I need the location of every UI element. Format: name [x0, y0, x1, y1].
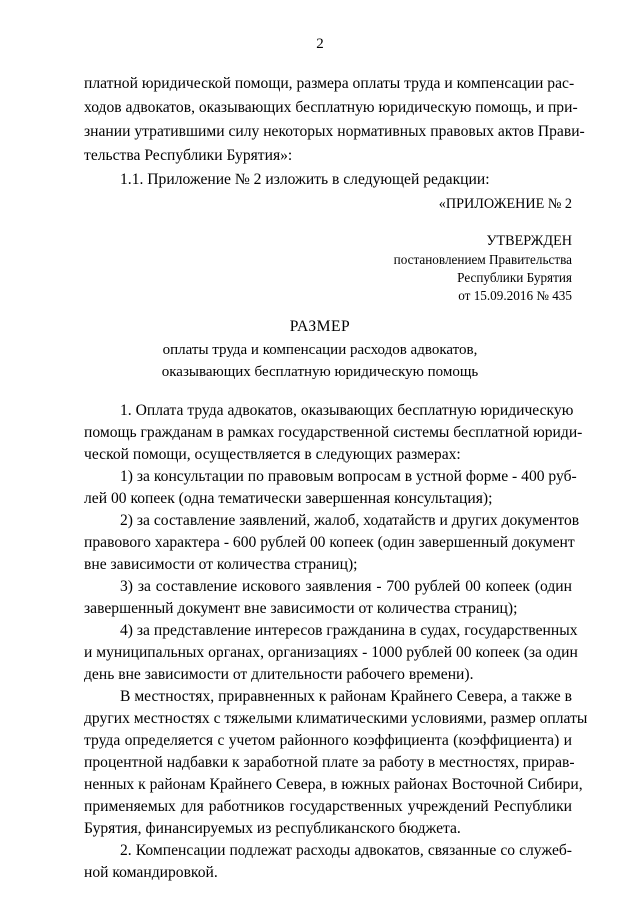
paragraph-line: труда определяется с учетом районного коэффициента (коэффициента) и — [84, 732, 572, 749]
document-title: РАЗМЕР — [289, 318, 351, 335]
intro-line: тельства Республики Бурятия»: — [84, 147, 293, 164]
decree-line: от 15.09.2016 № 435 — [458, 288, 572, 303]
intro-instruction: 1.1. Приложение № 2 изложить в следующей редакции: — [120, 171, 490, 188]
paragraph-line: Бурятия, финансируемых из республиканского бюджета. — [84, 820, 461, 837]
intro-line: знании утратившими силу некоторых нормативных правовых актов Прави- — [84, 123, 585, 140]
paragraph-line: помощь гражданам в рамках государственной системы бесплатной юриди- — [84, 424, 583, 441]
list-item-line: вне зависимости от количества страниц); — [84, 556, 358, 573]
list-item-line: 4) за представление интересов гражданина в судах, государственных — [120, 622, 578, 639]
list-item-line: завершенный документ вне зависимости от количества страниц); — [84, 600, 518, 617]
document-subtitle: оплаты труда и компенсации расходов адвокатов, — [162, 342, 478, 358]
decree-line: Республики Бурятия — [457, 270, 572, 285]
intro-line: ходов адвокатов, оказывающих бесплатную юридическую помощь, и при- — [84, 99, 578, 116]
paragraph-line: В местностях, приравненных к районам Крайнего Севера, а также в — [120, 688, 572, 705]
list-item-line: день вне зависимости от длительности рабочего времени). — [84, 666, 474, 683]
paragraph-line: ненных к районам Крайнего Севера, в южных районах Восточной Сибири, — [84, 776, 583, 793]
paragraph-line: других местностях с тяжелыми климатическими условиями, размер оплаты — [84, 710, 588, 727]
document-subtitle: оказывающих бесплатную юридическую помощь — [161, 364, 479, 380]
approved-label: УТВЕРЖДЕН — [486, 233, 572, 249]
paragraph-line: ческой помощи, осуществляется в следующих размерах: — [84, 446, 461, 463]
paragraph-line: процентной надбавки к заработной плате за работу в местностях, прирав- — [84, 754, 575, 771]
appendix-label: «ПРИЛОЖЕНИЕ № 2 — [438, 196, 572, 212]
list-item-line: правового характера - 600 рублей 00 копеек (один завершенный документ — [84, 534, 575, 551]
list-item-line: 2) за составление заявлений, жалоб, ходатайств и других документов — [120, 512, 580, 529]
list-item-line: и муниципальных органах, организациях - 1000 рублей 00 копеек (за один — [84, 644, 578, 661]
paragraph-line: применяемых для работников государственных учреждений Республики — [84, 798, 572, 815]
list-item-line: 1) за консультации по правовым вопросам в устной форме - 400 руб- — [120, 468, 577, 485]
decree-line: постановлением Правительства — [393, 252, 572, 267]
list-item-line: 3) за составление искового заявления - 700 рублей 00 копеек (один — [120, 578, 572, 595]
paragraph-line: ной командировкой. — [84, 864, 218, 881]
paragraph-line: 2. Компенсации подлежат расходы адвокатов, связанные со служеб- — [120, 842, 572, 859]
paragraph-line: 1. Оплата труда адвокатов, оказывающих бесплатную юридическую — [120, 402, 574, 419]
page-number: 2 — [316, 36, 324, 52]
list-item-line: лей 00 копеек (одна тематически завершенная консультация); — [84, 490, 493, 507]
intro-line: платной юридической помощи, размера оплаты труда и компенсации рас- — [84, 75, 575, 92]
